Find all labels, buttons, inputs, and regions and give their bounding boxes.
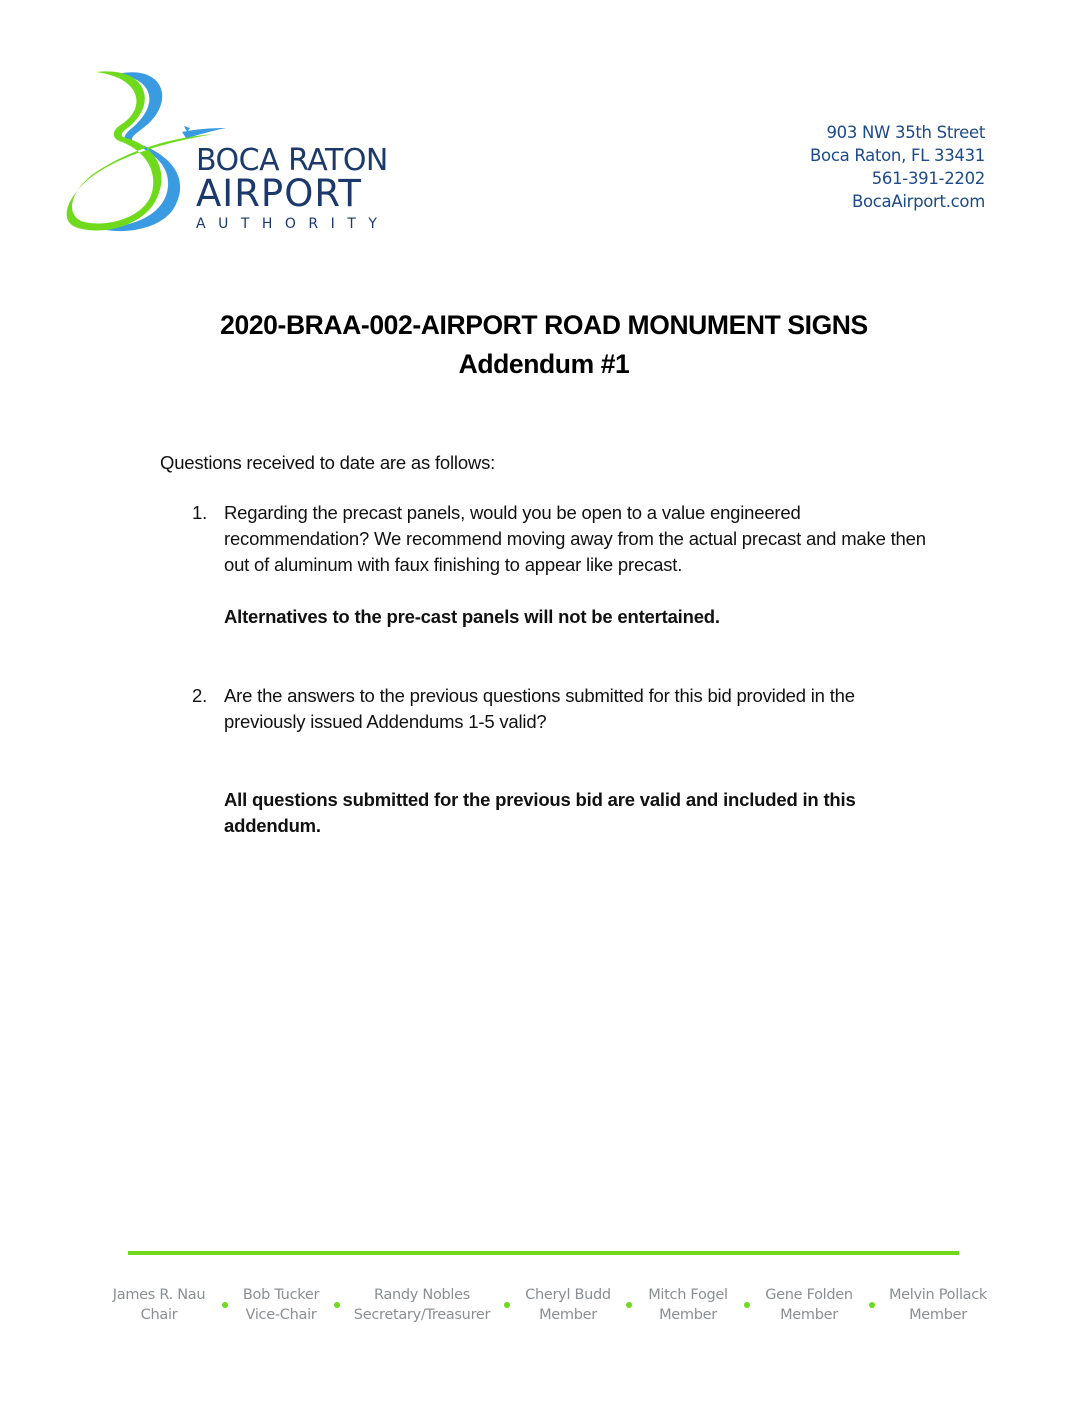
logo-line-boca-raton: BOCA RATON <box>196 143 388 178</box>
member-role: Member <box>909 1307 967 1323</box>
address-phone: 561-391-2202 <box>871 169 985 188</box>
separator-dot-icon <box>869 1302 875 1308</box>
member-name: James R. Nau <box>112 1287 206 1303</box>
separator-dot-icon <box>504 1302 510 1308</box>
logo-line-authority: AUTHORITY <box>196 216 390 232</box>
address-website: BocaAirport.com <box>851 192 985 211</box>
member-name: Mitch Fogel <box>648 1287 728 1303</box>
question-text: Regarding the precast panels, would you be open to a value engineered recommendation? We recommend moving away from the actual precast and make then out of aluminum with faux finishing to appear like precast. <box>224 502 926 575</box>
footer-divider <box>128 1251 959 1255</box>
member-name: Gene Folden <box>765 1287 853 1303</box>
answer-text: Alternatives to the pre-cast panels will not be entertained. <box>224 606 720 627</box>
board-member <box>765 1285 853 1325</box>
question-item <box>192 500 932 630</box>
member-role: Member <box>780 1307 838 1323</box>
member-role: Member <box>539 1307 597 1323</box>
document-subtitle: Addendum #1 <box>458 349 630 379</box>
board-members <box>100 1285 1000 1330</box>
question-number: 2. <box>192 685 208 706</box>
member-name: Cheryl Budd <box>525 1287 611 1303</box>
question-number: 1. <box>192 502 208 523</box>
board-member <box>889 1285 987 1325</box>
document-title: 2020-BRAA-002-AIRPORT ROAD MONUMENT SIGNS <box>220 310 868 340</box>
logo-wordmark <box>196 143 390 234</box>
separator-dot-icon <box>334 1302 340 1308</box>
member-role: Secretary/Treasurer <box>353 1307 491 1323</box>
member-name: Randy Nobles <box>373 1287 471 1303</box>
member-name: Melvin Pollack <box>888 1287 988 1303</box>
intro-text: Questions received to date are as follows: <box>160 452 496 473</box>
address-block <box>810 121 985 213</box>
logo-line-airport: AIRPORT <box>196 172 362 215</box>
board-member <box>243 1285 319 1325</box>
member-role: Vice-Chair <box>245 1307 317 1323</box>
board-member <box>113 1285 205 1325</box>
document-title-block <box>0 306 1088 384</box>
question-item <box>192 683 932 839</box>
question-text: Are the answers to the previous questions submitted for this bid provided in the previously issued Addendums 1-5 valid? <box>224 685 855 732</box>
board-member <box>648 1285 728 1325</box>
member-role: Chair <box>140 1307 178 1323</box>
boca-raton-airport-logo <box>66 68 390 238</box>
member-name: Bob Tucker <box>242 1287 320 1303</box>
separator-dot-icon <box>626 1302 632 1308</box>
board-member <box>354 1285 490 1325</box>
address-street: 903 NW 35th Street <box>826 123 985 142</box>
member-role: Member <box>659 1307 717 1323</box>
separator-dot-icon <box>222 1302 228 1308</box>
answer-text: All questions submitted for the previous bid are valid and included in this addendum. <box>224 789 856 836</box>
address-city: Boca Raton, FL 33431 <box>810 146 985 165</box>
separator-dot-icon <box>744 1302 750 1308</box>
board-member <box>525 1285 611 1325</box>
